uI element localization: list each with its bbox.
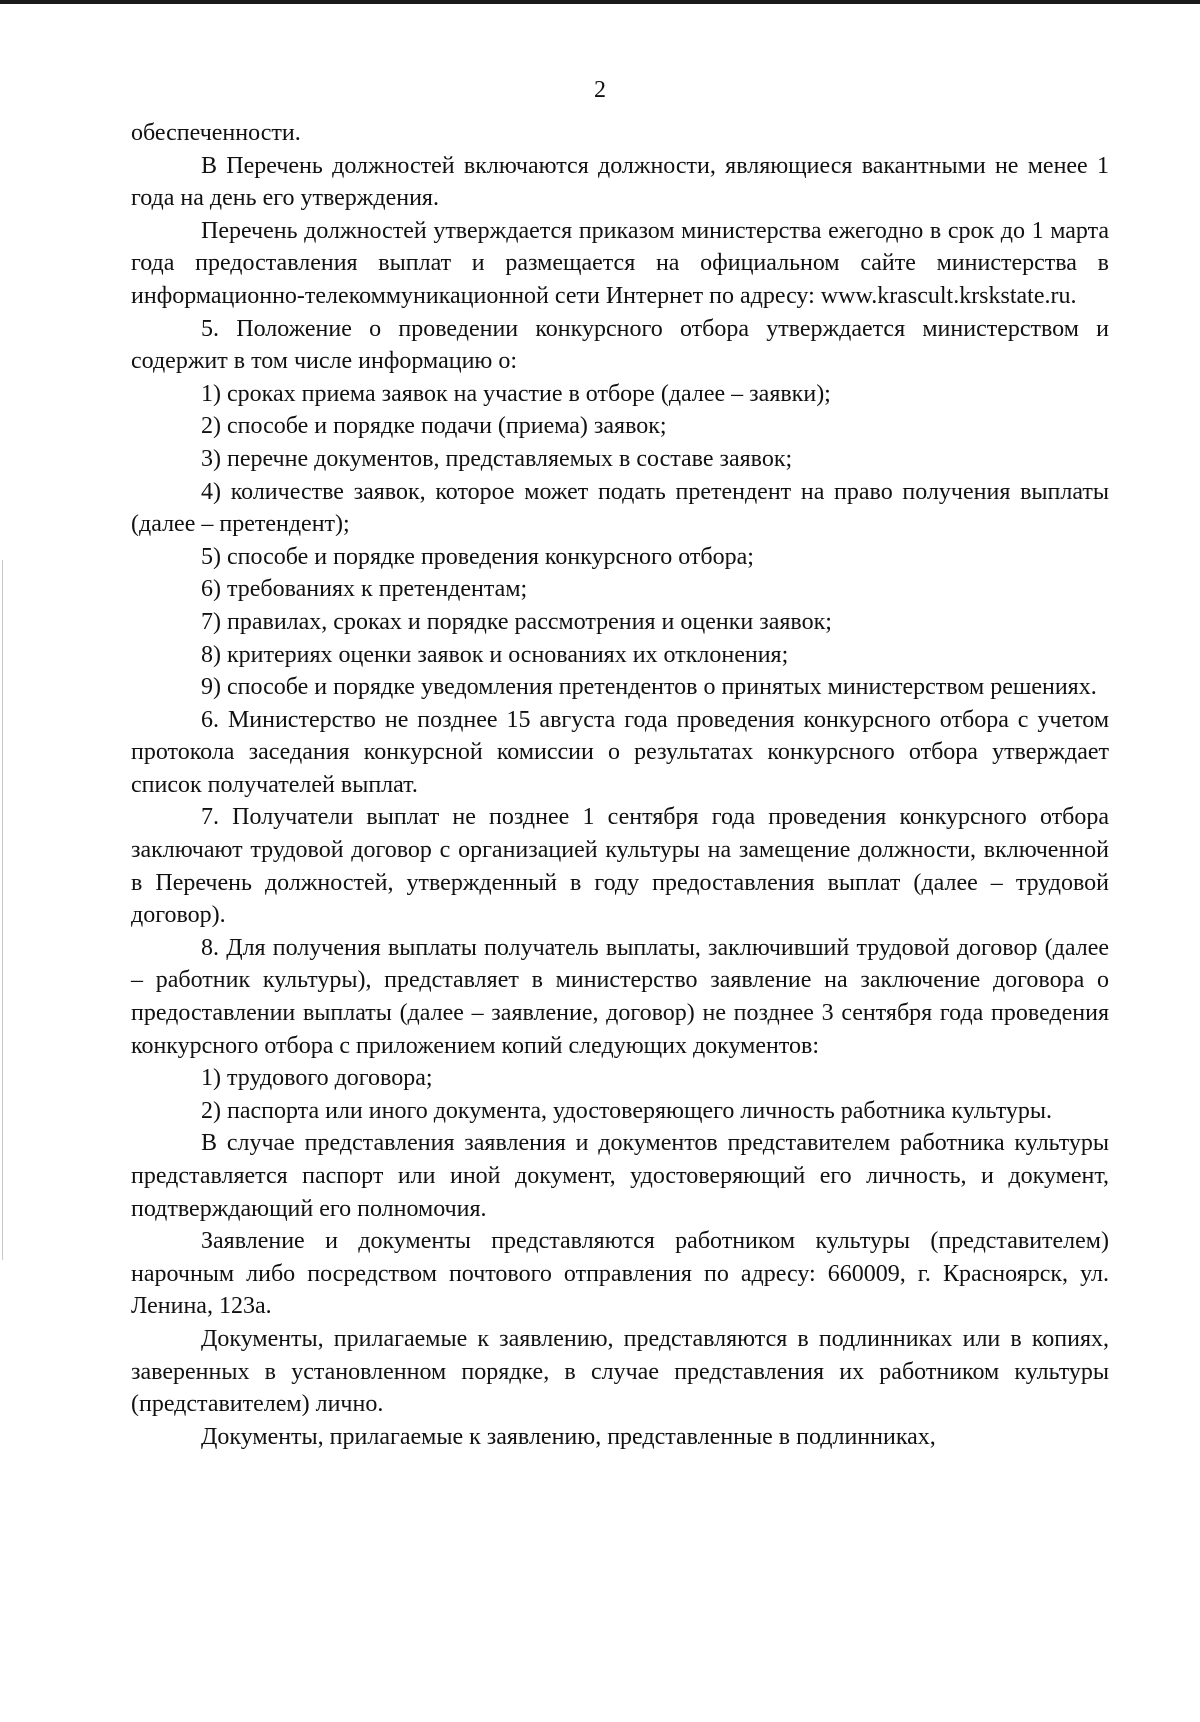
clause-8-item-1: 1) трудового договора; — [201, 1065, 433, 1092]
paragraph-continuation: обеспеченности. — [131, 120, 301, 146]
paragraph-submission-address: Заявление и документы представляются работником культуры (представителем) нарочным либо посредством почтового отправления по адресу: 660009, г. Красноярск, ул. Ленина, 123а. — [131, 1228, 1109, 1320]
paragraph-originals-continued: Документы, прилагаемые к заявлению, представленные в подлинниках, — [201, 1423, 936, 1450]
clause-5-item-4: 4) количестве заявок, которое может подать претендент на право получения выплаты (далее – претендент); — [131, 478, 1109, 538]
clause-7: 7. Получатели выплат не позднее 1 сентября года проведения конкурсного отбора заключают трудовой договор с организацией культуры на замещение должности, включенной в Перечень должностей, утвержденный в году предоставления выплат (далее – трудовой договор). — [131, 804, 1109, 929]
clause-8-item-2: 2) паспорта или иного документа, удостоверяющего личность работника культуры. — [201, 1097, 1053, 1124]
paragraph-representative: В случае представления заявления и документов представителем работника культуры представляется паспорт или иной документ, удостоверяющий его личность, и документ, подтверждающий его полномочия. — [131, 1130, 1109, 1222]
paragraph-list-approval: Перечень должностей утверждается приказом министерства ежегодно в срок до 1 марта года предоставления выплат и размещается на официальном сайте министерства в информационно-телекоммуникационной сети Интернет по адресу: www.krascult.krskstate.ru. — [131, 217, 1109, 309]
clause-5-item-6: 6) требованиях к претендентам; — [201, 576, 528, 603]
clause-5-item-9: 9) способе и порядке уведомления претендентов о принятых министерством решениях. — [201, 674, 1097, 701]
scan-top-rule — [0, 0, 1200, 4]
clause-5-item-1: 1) сроках приема заявок на участие в отборе (далее – заявки); — [201, 380, 831, 407]
clause-5-item-3: 3) перечне документов, представляемых в составе заявок; — [201, 445, 793, 472]
clause-5-item-7: 7) правилах, сроках и порядке рассмотрения и оценки заявок; — [201, 608, 832, 635]
clause-8: 8. Для получения выплаты получатель выплаты, заключивший трудовой договор (далее – работник культуры), представляет в министерство заявление на заключение договора о предоставлении выплаты (далее – заявление, договор) не позднее 3 сентября года проведения конкурсного отбора с приложением копий следующих документов: — [131, 934, 1109, 1059]
clause-5-item-5: 5) способе и порядке проведения конкурсного отбора; — [201, 543, 754, 570]
scan-edge-line — [2, 560, 3, 1260]
document-body — [131, 117, 1109, 1453]
clause-5-item-8: 8) критериях оценки заявок и основаниях их отклонения; — [201, 641, 789, 668]
clause-5-item-2: 2) способе и порядке подачи (приема) заявок; — [201, 413, 667, 440]
clause-5: 5. Положение о проведении конкурсного отбора утверждается министерством и содержит в том числе информацию о: — [131, 315, 1109, 375]
clause-6: 6. Министерство не позднее 15 августа года проведения конкурсного отбора с учетом протокола заседания конкурсной комиссии о результатах конкурсного отбора утверждает список получателей выплат. — [131, 706, 1109, 798]
page-number: 2 — [594, 77, 606, 103]
paragraph-originals-copies: Документы, прилагаемые к заявлению, представляются в подлинниках или в копиях, заверенных в установленном порядке, в случае представления их работником культуры (представителем) лично. — [131, 1325, 1109, 1418]
paragraph-vacancy-rule: В Перечень должностей включаются должности, являющиеся вакантными не менее 1 года на день его утверждения. — [131, 152, 1109, 212]
